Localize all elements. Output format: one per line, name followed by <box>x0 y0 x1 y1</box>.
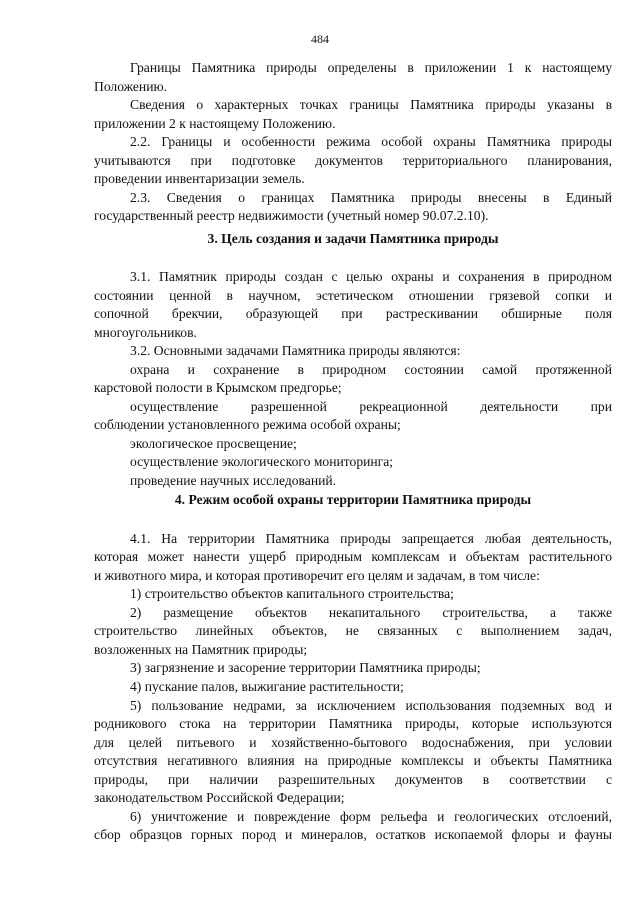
text-line: охрана и сохранение в природном состоянии самой протяженной <box>130 362 612 377</box>
text-line: осуществление разрешенной рекреационной деятельности при <box>130 399 612 414</box>
text-line: многоугольников. <box>94 325 197 340</box>
text-line: 3.1. Памятник природы создан с целью охраны и сохранения в природном <box>130 269 612 284</box>
text-line: и животного мира, и которая противоречит его целям и задачам, в том числе: <box>94 568 540 583</box>
text-line: 2) размещение объектов некапитального строительства, а также <box>130 605 612 620</box>
text-line: возложенных на Памятник природы; <box>94 642 308 657</box>
text-line: соблюдении установленного режима особой охраны; <box>94 417 401 432</box>
text-line: состоянии ценной в научном, эстетическом отношении грязевой сопки и <box>94 288 612 303</box>
text-line: 3) загрязнение и засорение территории Памятника природы; <box>130 660 481 675</box>
section-heading: 4. Режим особой охраны территории Памятника природы <box>174 492 532 507</box>
text-line: природы, при наличии разрешительных документов в соответствии с <box>94 772 612 787</box>
text-line: для целей питьевого и хозяйственно-бытового водоснабжения, при условии <box>94 735 612 750</box>
text-line: 4.1. На территории Памятника природы запрещается любая деятельность, <box>130 531 612 546</box>
text-line: законодательством Российской Федерации; <box>94 790 345 805</box>
text-line: проведение научных исследований. <box>130 473 337 488</box>
text-line: строительство линейных объектов, не связанных с выполнением задач, <box>94 623 612 638</box>
text-line: 6) уничтожение и повреждение форм рельефа и геологических отслоений, <box>130 809 612 824</box>
text-line: карстовой полости в Крымском предгорье; <box>94 380 342 395</box>
text-line: Сведения о характерных точках границы Памятника природы указаны в <box>130 97 612 112</box>
text-line: 2.3. Сведения о границах Памятника природы внесены в Единый <box>130 190 612 205</box>
text-line: проведении инвентаризации земель. <box>94 171 305 186</box>
text-line: отсутствия негативного влияния на природные комплексы и объекты Памятника <box>94 753 612 768</box>
text-line: Границы Памятника природы определены в приложении 1 к настоящему <box>130 60 612 75</box>
text-line: 5) пользование недрами, за исключением использования подземных вод и <box>130 698 612 713</box>
text-line: родникового стока на территории Памятника природы, которые используются <box>94 716 612 731</box>
text-line: 1) строительство объектов капитального строительства; <box>130 586 454 601</box>
text-line: которая может нанести ущерб природным комплексам и объектам растительного <box>94 549 612 564</box>
text-line: приложении 2 к настоящему Положению. <box>94 116 336 131</box>
text-line: осуществление экологического мониторинга; <box>130 454 394 469</box>
text-line: сбор образцов горных пород и минералов, остатков ископаемой флоры и фауны <box>94 827 612 842</box>
text-line: сопочной брекчии, образующей при растрескивании обширные поля <box>94 306 612 321</box>
text-line: учитываются при подготовке документов территориального планирования, <box>94 153 612 168</box>
text-line: экологическое просвещение; <box>130 436 297 451</box>
section-heading: 3. Цель создания и задачи Памятника природы <box>207 231 499 246</box>
text-line: 4) пускание палов, выжигание растительности; <box>130 679 404 694</box>
page-number: 484 <box>311 32 329 46</box>
text-line: 3.2. Основными задачами Памятника природы являются: <box>130 343 461 358</box>
text-line: Положению. <box>94 79 168 94</box>
text-line: государственный реестр недвижимости (учетный номер 90.07.2.10). <box>94 208 489 223</box>
text-line: 2.2. Границы и особенности режима особой охраны Памятника природы <box>130 134 612 149</box>
